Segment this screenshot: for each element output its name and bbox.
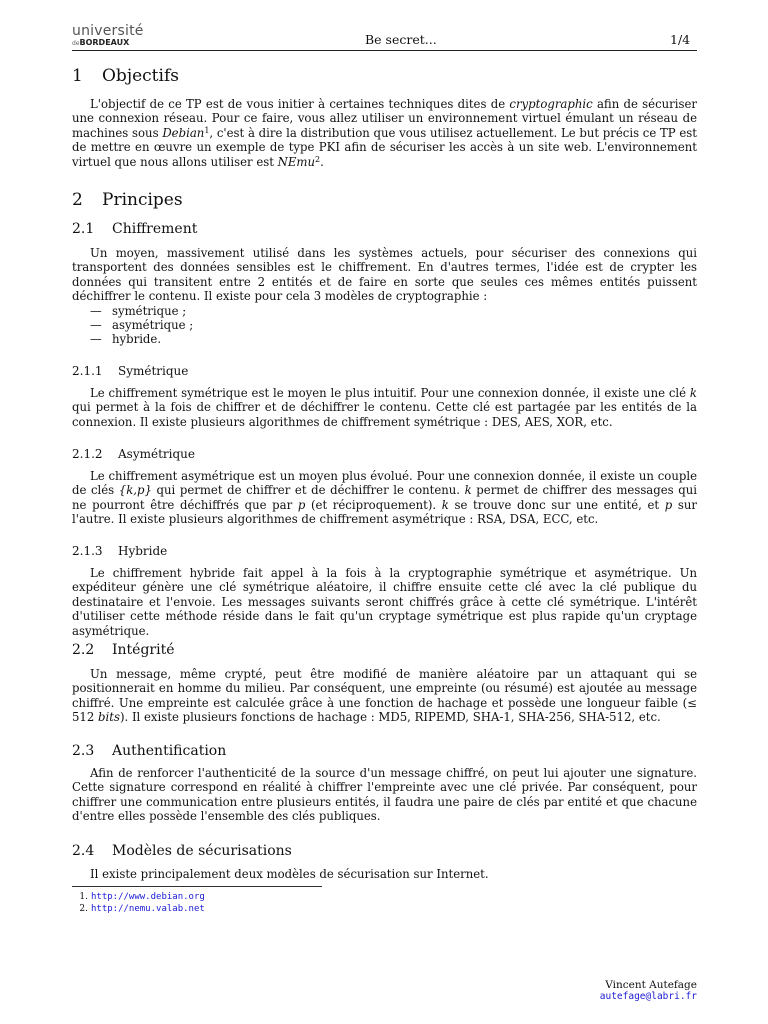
section-heading-1 (72, 66, 179, 86)
header-title: Be secret... (365, 32, 437, 47)
asymetrique-paragraph: Le chiffrement asymétrique est un moyen plus évolué. Pour une connexion donnée, il existe un couple de clés {k,p} qui permet de chiffrer et de déchiffrer le contenu. k permet de chiffrer des messages qui ne pourront être déchiffrés que par p (et réciproquement). k se trouve donc sur une entité, et p sur l'autre. Il existe plusieurs algorithmes de chiffrement asymétrique : RSA, DSA, ECC, etc. (72, 469, 698, 527)
subsection-heading-2-2: 2.2 Intégrité (72, 642, 175, 658)
footnote-link-debian[interactable]: http://www.debian.org (91, 892, 205, 902)
logo-bordeaux: BORDEAUX (79, 38, 130, 47)
section-number: 2 (72, 190, 83, 210)
authentification-paragraph: Afin de renforcer l'authenticité de la source d'un message chiffré, on peut lui ajouter une signature. Cette signature correspond en réalité à chiffrer l'empreinte avec une clé privée. Par conséquent, pour chiffrer une communication entre plusieurs entités, il faudra une paire de clés par entité et que chacune d'entre elles possède l'ensemble des clés publiques. (72, 766, 697, 824)
author-block (560, 979, 697, 1003)
hybride-paragraph: Le chiffrement hybride fait appel à la fois à la cryptographie symétrique et asymétrique. Un expéditeur génère une clé symétrique aléatoire, il chiffre ensuite cette clé avec la clé publique du destinataire et l'envoie. Les messages suivants seront chiffrés grâce à cette clé symétrique. L'intérêt d'utiliser cette méthode réside dans le fait qu'un cryptage symétrique est plus rapide qu'un cryptage asymétrique. (72, 566, 697, 638)
subsection-heading-2-4: 2.4 Modèles de sécurisations (72, 843, 292, 859)
header-page-number: 1/4 (670, 32, 691, 47)
modeles-paragraph: Il existe principalement deux modèles de sécurisation sur Internet. (90, 867, 489, 881)
subsubsection-heading-2-1-1: 2.1.1 Symétrique (72, 364, 189, 378)
footnote-rule (72, 886, 322, 887)
list-item: — symétrique ; (90, 304, 187, 318)
footnote-2: 2. http://nemu.valab.net (79, 904, 205, 914)
section-heading-2 (72, 190, 183, 210)
logo-text-bottom (72, 38, 144, 48)
list-item: — hybride. (90, 332, 162, 347)
logo-text-top: université (72, 23, 144, 39)
section-title: Objectifs (102, 66, 179, 86)
subsection-heading-2-3: 2.3 Authentification (72, 743, 227, 759)
footnotes (72, 891, 205, 915)
header-rule (72, 50, 697, 51)
integrite-paragraph: Un message, même crypté, peut être modifié de manière aléatoire par un attaquant qui se positionnerait en homme du milieu. Par conséquent, une empreinte (ou résumé) est ajoutée au message chiffré. Une empreinte est calculée grâce à une fonction de hachage et possède une longueur faible (≤ 512 bits). Il existe plusieurs fonctions de hachage : MD5, RIPEMD, SHA-1, SHA-256, SHA-512, etc. (72, 667, 697, 725)
logo-de: de (72, 40, 80, 47)
section-number: 1 (72, 66, 83, 86)
university-logo (72, 24, 144, 48)
objectives-paragraph: L'objectif de ce TP est de vous initier à certaines techniques dites de cryptographic afin de sécuriser une connexion réseau. Pour ce faire, vous allez utiliser un environnement virtuel émulant un réseau de machines sous Debian$^1$, c'est à dire la distribution que vous utilisez actuellement. Le but précis ce TP est de mettre en œuvre un exemple de type PKI afin de sécuriser les accès à un site web. L'environnement virtuel que nous allons utiliser est NEmu$^2$. (72, 97, 697, 169)
subsubsection-heading-2-1-3: 2.1.3 Hybride (72, 544, 168, 558)
list-item: — asymétrique ; (90, 318, 194, 333)
section-title: Principes (102, 190, 183, 210)
footnote-link-nemu[interactable]: http://nemu.valab.net (91, 904, 205, 914)
subsection-heading-2-1: 2.1 Chiffrement (72, 221, 198, 237)
chiffrement-paragraph: Un moyen, massivement utilisé dans les systèmes actuels, pour sécuriser des connexions qui transportent des données sensibles est le chiffrement. En d'autres termes, l'idée est de crypter les données qui transitent entre 2 entités et de faire en sorte que seules ces mêmes entités puissent déchiffrer le contenu. Il existe pour cela 3 modèles de cryptographie : (72, 246, 697, 304)
subsubsection-heading-2-1-2: 2.1.2 Asymétrique (72, 447, 195, 461)
crypto-models-list (72, 304, 372, 347)
footnote-1: 1. http://www.debian.org (79, 892, 205, 902)
author-email-link[interactable]: autefage@labri.fr (599, 991, 697, 1002)
symetrique-paragraph: Le chiffrement symétrique est le moyen le plus intuitif. Pour une connexion donnée, il existe une clé k qui permet à la fois de chiffrer et de déchiffrer le contenu. Cette clé est partagée par les entités de la connexion. Il existe plusieurs algorithmes de chiffrement symétrique : DES, AES, XOR, etc. (72, 386, 697, 429)
author-name: Vincent Autefage (605, 979, 697, 991)
